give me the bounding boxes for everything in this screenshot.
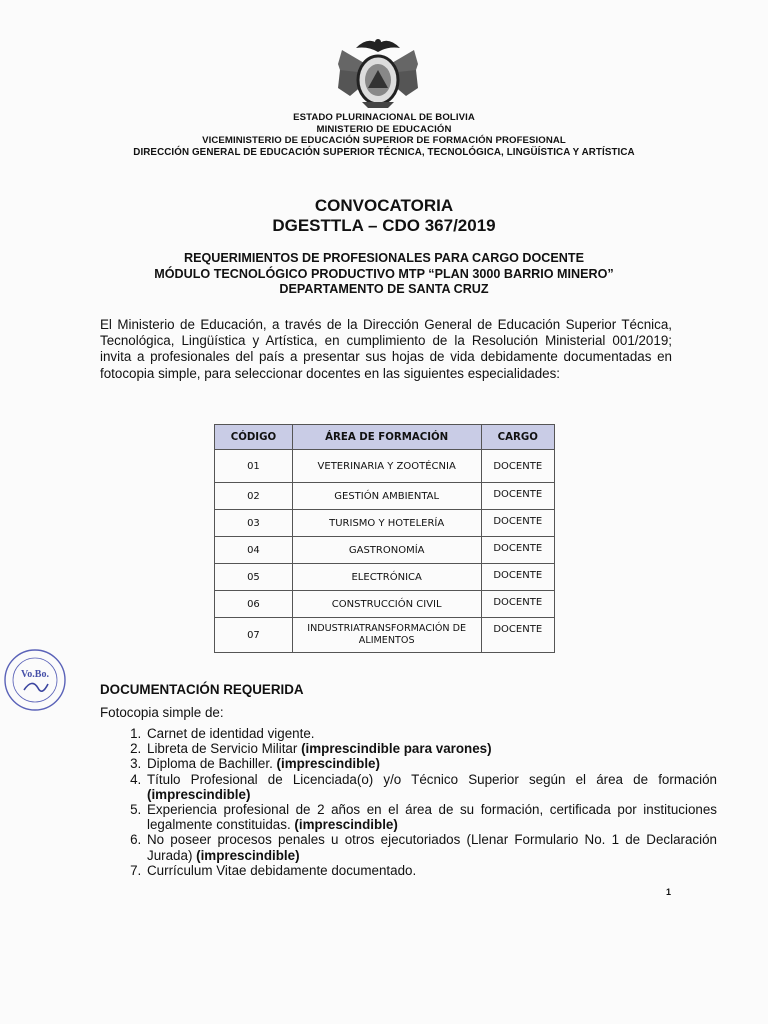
title-line-2: DGESTTLA – CDO 367/2019 [272,216,496,235]
documentation-heading: DOCUMENTACIÓN REQUERIDA [100,682,304,697]
cell-area: ELECTRÓNICA [292,564,481,591]
subtitle-line-1: REQUERIMIENTOS DE PROFESIONALES PARA CARGO DOCENTE [183,251,584,265]
table-row [215,483,555,510]
cell-cargo: DOCENTE [481,450,555,483]
cell-cargo: DOCENTE [481,591,555,618]
cell-area: CONSTRUCCIÓN CIVIL [292,591,481,618]
cell-code: 03 [215,510,293,537]
cell-cargo: DOCENTE [481,618,555,653]
intro-paragraph: El Ministerio de Educación, a través de la Dirección General de Educación Superior Técnica, Tecnológica, Lingüística y Artística, en cumplimiento de la Resolución Ministerial 001/2019; invita a profesionales del país a presentar sus hojas de vida debidamente documentadas en fotocopia simple, para seleccionar docentes en las siguientes especialidades: [100,317,672,381]
cell-cargo: DOCENTE [481,483,555,510]
table-row [215,618,555,653]
title-line-1: CONVOCATORIA [314,196,454,215]
table-row [215,510,555,537]
documentation-subheading: Fotocopia simple de: [100,705,224,720]
header-line-4: DIRECCIÓN GENERAL DE EDUCACIÓN SUPERIOR TÉCNICA, TECNOLÓGICA, LINGÜÍSTICA Y ARTÍSTICA [133,146,635,158]
header-code: CÓDIGO [215,425,293,450]
list-item: 3. Diploma de Bachiller. (imprescindible) [145,756,717,771]
document-subtitle [0,251,768,298]
cell-cargo: DOCENTE [481,537,555,564]
cell-area: INDUSTRIATRANSFORMACIÓN DE ALIMENTOS [292,618,481,653]
cell-area: VETERINARIA Y ZOOTÉCNIA [292,450,481,483]
page-number: 1 [666,887,672,897]
cell-code: 06 [215,591,293,618]
list-item: 7. Currículum Vitae debidamente documentado. [145,863,717,878]
approval-stamp-icon [2,640,68,720]
table-row [215,591,555,618]
cell-code: 07 [215,618,293,653]
bolivia-coat-of-arms-icon [328,30,428,112]
document-title [0,196,768,236]
cell-code: 05 [215,564,293,591]
header-line-2: MINISTERIO DE EDUCACIÓN [316,123,452,135]
list-item: 1. Carnet de identidad vigente. [145,726,717,741]
table-row [215,537,555,564]
header-cargo: CARGO [481,425,555,450]
list-item: 4. Título Profesional de Licenciada(o) y/o Técnico Superior según el área de formación (imprescindible) [145,772,717,802]
institution-header [0,112,768,158]
subtitle-line-3: DEPARTAMENTO DE SANTA CRUZ [279,282,489,296]
cell-cargo: DOCENTE [481,564,555,591]
requirements-list [100,726,717,878]
list-item: 2. Libreta de Servicio Militar (imprescindible para varones) [145,741,717,756]
header-area: ÁREA DE FORMACIÓN [292,425,481,450]
cell-code: 01 [215,450,293,483]
table-row [215,450,555,483]
list-item: 5. Experiencia profesional de 2 años en el área de su formación, certificada por instituciones legalmente constituidas. (imprescindible) [145,802,717,832]
header-line-3: VICEMINISTERIO DE EDUCACIÓN SUPERIOR DE FORMACIÓN PROFESIONAL [202,135,566,146]
table-row [215,564,555,591]
cell-code: 04 [215,537,293,564]
list-item: 6. No poseer procesos penales u otros ejecutoriados (Llenar Formulario No. 1 de Declaración Jurada) (imprescindible) [145,832,717,862]
cell-cargo: DOCENTE [481,510,555,537]
table-header-row [215,425,555,450]
header-line-1: ESTADO PLURINACIONAL DE BOLIVIA [293,112,475,123]
stamp-text: Vo.Bo. [21,669,49,680]
subtitle-line-2: MÓDULO TECNOLÓGICO PRODUCTIVO MTP “PLAN 3000 BARRIO MINERO” [154,266,614,281]
specialties-table [214,424,555,653]
cell-area: GESTIÓN AMBIENTAL [292,483,481,510]
cell-area: TURISMO Y HOTELERÍA [292,510,481,537]
cell-code: 02 [215,483,293,510]
cell-area: GASTRONOMÍA [292,537,481,564]
